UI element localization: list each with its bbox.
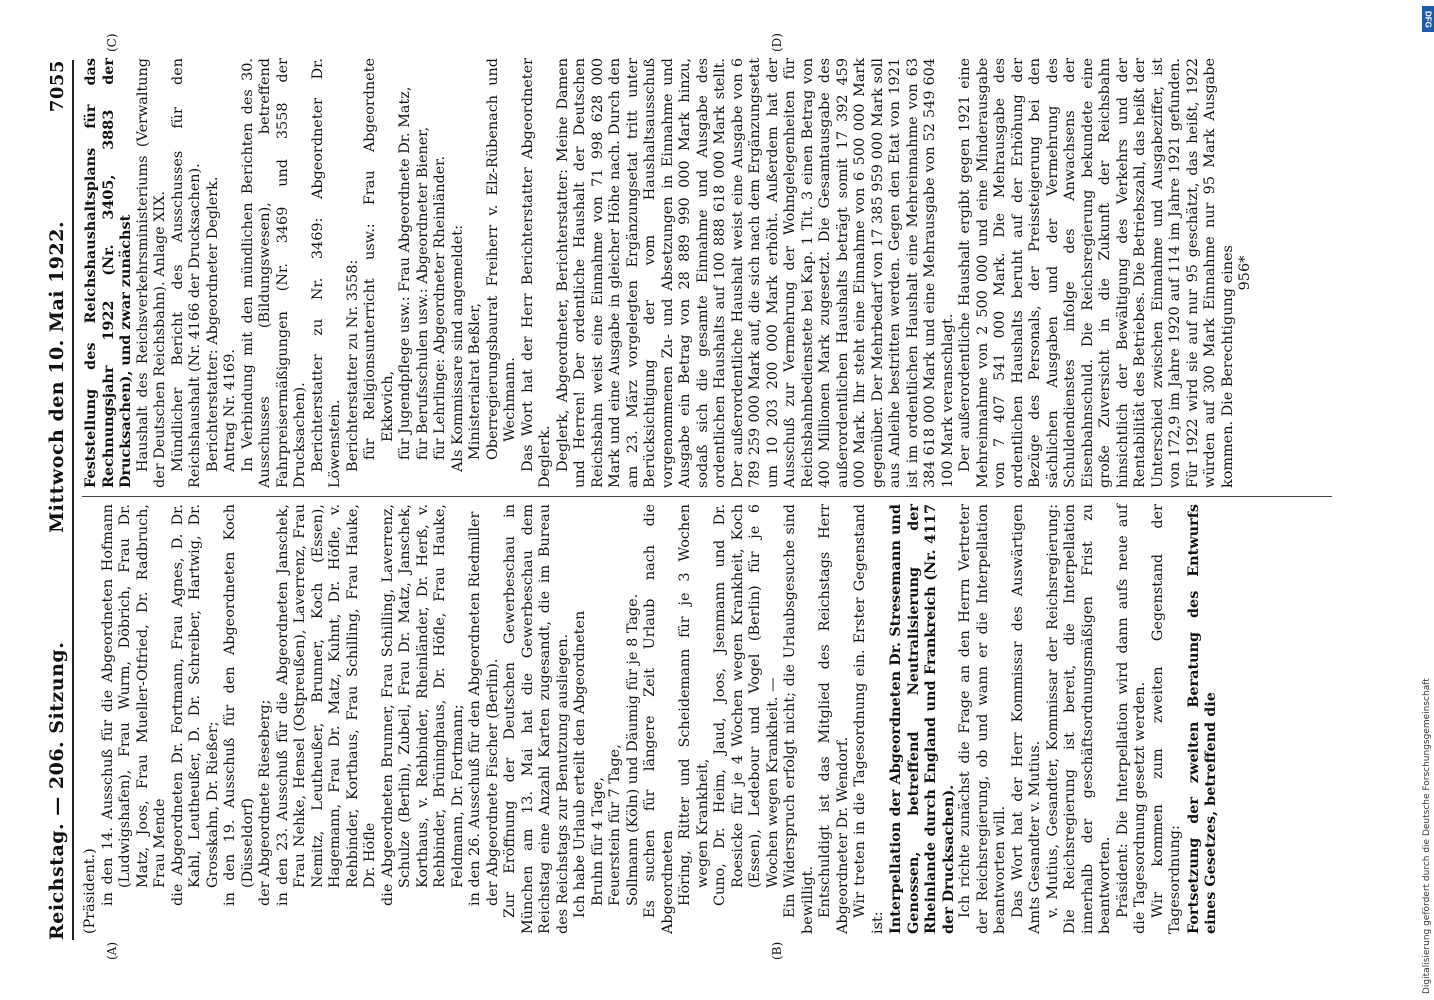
paragraph: Cuno, Dr. Heim, Jaud, Joos, Jsenmann und Dr. Roesicke für je 4 Wochen wegen Krankheit, Koch (Essen), Ledebour und Vogel (Berlin) für je 6 Wochen wegen Krankheit. — <box>712 504 781 906</box>
paragraph: Das Wort hat der Herr Berichterstatter Abgeordneter Deglerk. <box>519 58 553 488</box>
dfg-sidebar <box>1422 6 1434 994</box>
dfg-credit-text: Digitalisierung gefördert durch die Deutsche Forschungsgemeinschaft <box>1422 678 1432 994</box>
margin-mark-b: (B) <box>770 941 784 960</box>
paragraph: Ich habe Urlaub erteilt den Abgeordneten <box>572 610 588 918</box>
paragraph: Mündlicher Bericht des Ausschusses für den Reichshaushalt (Nr. 4166 der Drucksachen). <box>169 58 203 488</box>
paragraph: In Verbindung mit den mündlichen Berichten des 30. Ausschusses (Bildungswesen), betreffend Fahrpreisermäßigungen (Nr. 3469 und 3558 der Drucksachen). <box>239 58 308 488</box>
paragraph: Bruhn für 4 Tage, <box>589 777 606 906</box>
paragraph: Präsident: Die Interpellation wird dann aufs neue auf die Tagesordnung gesetzt werden. <box>1114 504 1148 934</box>
paragraph: Ich richte zunächst die Frage an den Herrn Vertreter der Reichsregierung, ob und wann er die Interpellation beantworten will. <box>957 504 1008 934</box>
header-left: Reichstag. — 206. Sitzung. <box>46 641 68 940</box>
page-number: 7055 <box>47 60 68 113</box>
paragraph: in den 14. Ausschuß für die Abgeordneten Hofmann (Ludwigshafen), Frau Wurm, Döbrich, Frau Dr. Matz, Joos, Frau Mueller-Otfried, Dr. Radbruch, Frau Mende <box>99 504 168 906</box>
dfg-logo: DFG <box>1422 6 1434 32</box>
speech-paragraph: Deglerk, Abgeordneter, Berichterstatter: Meine Damen und Herren! Der ordentliche Haushalt der Deutschen Reichsbahn weist eine Einnahme von 71 998 628 000 Mark und eine Ausgabe in gleicher Höhe nach. Durch den am 23. März vorgelegten Ergänzungsetat tritt unter Berücksichtigung der vom Haushaltsausschuß vorgenommenen Zu- und Absetzungen in Einnahme und Ausgabe ein Betrag von 28 889 990 000 Mark hinzu, sodaß sich die gesamte Einnahme und Ausgabe des ordentlichen Haushalts auf 100 888 618 000 Mark stellt. Der außerordentliche Haushalt weist eine Ausgabe von 6 789 259 000 Mark auf, die sich nach dem Ergänzungsetat um 10 203 200 000 Mark erhöht. Außerdem hat der Ausschuß zur Vermehrung der Wohngelegenheiten für Reichsbahnbedienstete bei Kap. 1 Tit. 3 einen Betrag von 400 Millionen Mark zugesetzt. Die Gesamtausgabe des außerordentlichen Haushalts beträgt somit 17 392 459 000 Mark. Ihr steht eine Einnahme von 6 500 000 Mark gegenüber. Der Mehrbedarf von 17 385 959 000 Mark soll aus Anleihe bestritten werden. Gegen den Etat von 1921 ist im ordentlichen Haushalt eine Mehreinnahme von 63 384 618 000 Mark und eine Mehrausgabe von 52 549 604 100 Mark veranschlagt. <box>554 58 956 488</box>
paragraph: Zur Eröffnung der Deutschen Gewerbeschau in München am 13. Mai hat die Gewerbeschau dem Reichstag eine Anzahl Karten zugesandt, die im Bureau des Reichstags zur Benutzung ausliegen. <box>502 504 571 934</box>
paragraph: Entschuldigt ist das Mitglied des Reichstags Herr Abgeordneter Dr. Wendorf. <box>817 504 851 934</box>
paragraph: Berichterstatter: Abgeordneter Deglerk. <box>204 176 221 472</box>
paragraph: Berichterstatter zu Nr. 3558: <box>344 259 361 472</box>
right-column <box>82 58 1255 488</box>
paragraph: in den 26. Ausschuß für den Abgeordneten Riedmiller <box>467 511 483 906</box>
paragraph: Als Kommissare sind angemeldet: <box>449 225 466 472</box>
agenda-item-title: Interpellation der Abgeordneten Dr. Stresemann und Genossen, betreffend Neutralisierung der Rheinlande durch England und Frankreich (Nr. 4117 der Drucksachen). <box>887 504 957 934</box>
paragraph: Es suchen für längere Zeit Urlaub nach die Abgeordneten <box>642 504 676 934</box>
paragraph: Oberregierungsbaurat Freiherr v. Elz-Rübenach und Wechmann. <box>484 58 518 460</box>
paragraph: Sollmann (Köln) und Däumig für je 8 Tage. <box>624 593 641 906</box>
margin-mark-d: (D) <box>770 33 784 52</box>
paragraph: Das Wort hat der Herr Kommissar des Auswärtigen Amts Gesandter v. Mutius. <box>1009 504 1043 934</box>
agenda-item-title: Feststellung des Reichshaushaltsplans für das Rechnungsjahr 1922 (Nr. 3405, 3883 der Drucksachen), und zwar zunächst <box>82 58 134 488</box>
left-column <box>82 504 1220 934</box>
paragraph: Höring, Ritter und Scheidemann für je 3 Wochen wegen Krankheit, <box>677 504 711 906</box>
paragraph: Haushalt des Reichsverkehrsministeriums (Verwaltung der Deutschen Reichsbahn). Anlage XIX. <box>134 58 168 488</box>
header-center: Mittwoch den 10. Mai 1922. <box>46 220 68 533</box>
running-header <box>28 60 68 940</box>
sheet-signature: 956* <box>1237 255 1253 291</box>
paragraph: die Abgeordneten Dr. Fortmann, Frau Agnes, D. Dr. Kahl, Leutheußer, D. Dr. Schreiber, Hartwig, Dr. Grosskahn, Dr. Rießer; <box>169 504 221 906</box>
paragraph: Feuerstein für 7 Tage, <box>607 744 623 906</box>
speaker-tag: (Präsident.) <box>82 848 98 934</box>
paragraph: der Abgeordnete Fischer (Berlin). <box>484 658 501 906</box>
speech-paragraph: Der außerordentliche Haushalt ergibt gegen 1921 eine Mehreinnahme von 2 500 000 und eine Minderausgabe von 7 407 541 000 Mark. Die Mehrausgabe des ordentlichen Haushalts beruht auf der Erhöhung der Bezüge des Personals, der Preissteigerung bei den sächlichen Ausgaben und der Vermehrung des Schuldendienstes infolge des Anwachsens der Eisenbahnschuld. Die Reichsregierung bekundete eine große Zuversicht in die Zukunft der Reichsbahn hinsichtlich der Bewältigung des Verkehrs und der Rentabilität des Betriebes. Die Betriebszahl, das heißt der Unterschied zwischen Einnahme und Ausgabeziffer, ist von 172,9 im Jahre 1920 auf 114 im Jahre 1921 gefunden. Für 1922 wird sie auf nur 95 geschätzt, das heißt, 1922 würden auf 300 Mark Einnahme nur 95 Mark Ausgabe kommen. Die Berechtigung eines <box>957 58 1236 488</box>
paragraph: v. Mutius, Gesandter, Kommissar der Reichsregierung: Die Reichsregierung ist bereit, die Interpellation innerhalb der geschäftsordnungsmäßigen Frist zu beantworten. <box>1044 504 1113 934</box>
paragraph: Wir treten in die Tagesordnung ein. Erster Gegenstand ist: <box>852 504 886 934</box>
margin-mark-a: (A) <box>105 941 119 960</box>
paragraph: die Abgeordneten Brunner, Frau Schilling, Laverrenz, Schulze (Berlin), Zubeil, Frau Dr. Matz, Janschek, Korthaus, v. Rehbinder, Rheinländer, Dr. Herß, v. Rehbinder, Brüninghaus, Dr. Höfle, Frau Hauke, Feldmann, Dr. Fortmann; <box>379 504 466 906</box>
paragraph: für Berufsschulen usw.: Abgeordneter Biener, <box>414 126 431 460</box>
margin-mark-c: (C) <box>105 33 119 52</box>
paragraph: in den 19. Ausschuß für den Abgeordneten Koch (Düsseldorf) <box>222 504 256 906</box>
paragraph: der Abgeordnete Rieseberg; <box>257 699 273 906</box>
column-separator <box>82 496 1332 497</box>
paragraph: Wir kommen zum zweiten Gegenstand der Tagesordnung: <box>1149 504 1183 934</box>
paragraph: Antrag Nr. 4169. <box>222 349 238 472</box>
paragraph: Berichterstatter zu Nr. 3469: Abgeordneter Dr. Löwenstein. <box>309 58 343 488</box>
paragraph: für Religionsunterricht usw.: Frau Abgeordnete Ekkovich, <box>362 58 396 460</box>
paragraph: für Jugendpflege usw.: Frau Abgeordnete Dr. Matz, <box>397 86 413 460</box>
paragraph: für Lehrlinge: Abgeordneter Rheinländer. <box>432 155 448 460</box>
paragraph: Ein Widerspruch erfolgt nicht; die Urlaubsgesuche sind bewilligt. <box>782 504 816 934</box>
header-rule <box>72 60 74 940</box>
paragraph: in den 23. Ausschuß für die Abgeordneten Janschek, Frau Nehke, Hensel (Ostpreußen), Laverrenz, Frau Nemitz, Leutheußer, Brunner, Koch (Essen), Hagemann, Frau Dr. Matz, Kuhnt, Dr. Höfle, v. Rehbinder, Korthaus, Frau Schilling, Frau Hauke, Dr. Höfle <box>274 504 378 906</box>
paragraph: Ministerialrat Beßler, <box>467 302 483 460</box>
agenda-item-title: Fortsetzung der zweiten Beratung des Entwurfs eines Gesetzes, betreffend die <box>1184 504 1219 934</box>
